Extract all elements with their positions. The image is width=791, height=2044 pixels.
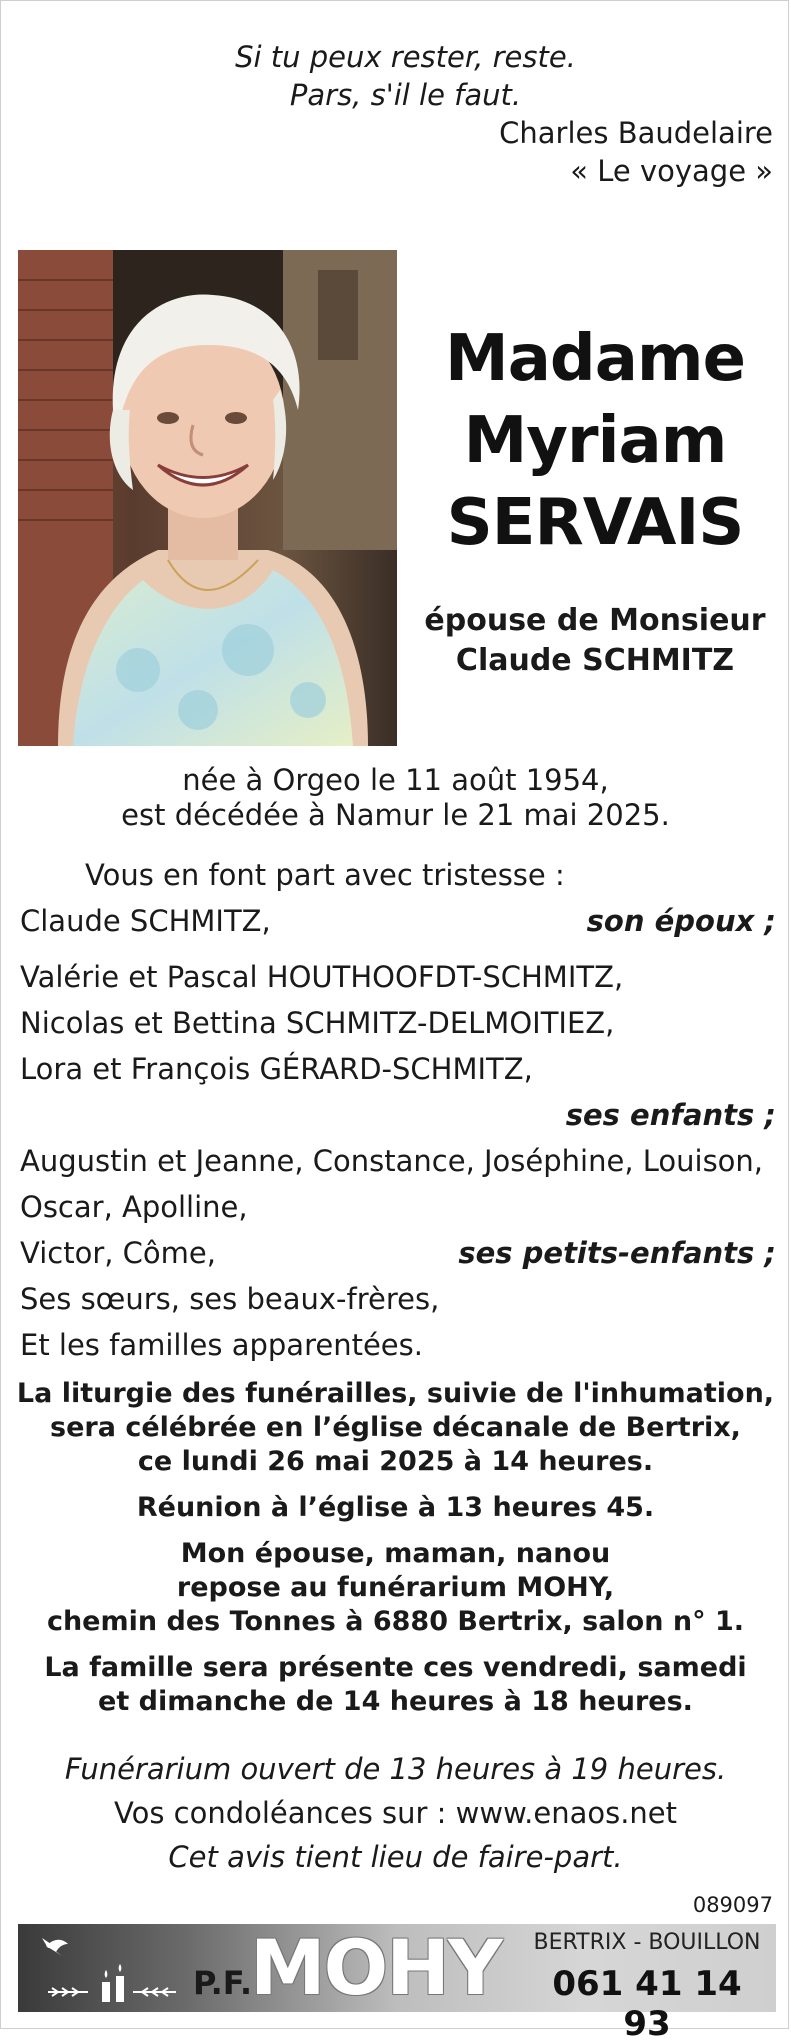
portrait-illustration (18, 250, 397, 746)
role-label: son époux ; (586, 904, 776, 938)
liturgy-line: sera célébrée en l’église décanale de Bertrix, (50, 1412, 741, 1443)
quote-line: Si tu peux rester, reste. (235, 40, 576, 74)
family-line: Et les familles apparentées. (20, 1328, 423, 1362)
spouse-name: Claude SCHMITZ (455, 643, 735, 678)
quote-line: Pars, s'il le faut. (289, 78, 522, 112)
death-line: est décédée à Namur le 21 mai 2025. (121, 798, 670, 832)
closing-notes (0, 1747, 791, 1879)
opening-hours: Funérarium ouvert de 13 heures à 19 heures. (64, 1752, 727, 1786)
name-title: Madame (445, 322, 745, 396)
role-label: ses enfants ; (565, 1098, 776, 1132)
role-label: ses petits-enfants ; (458, 1236, 776, 1270)
family-line: Nicolas et Bettina SCHMITZ-DELMOITIEZ, (20, 1006, 615, 1040)
meeting-line: Réunion à l’église à 13 heures 45. (136, 1492, 655, 1523)
rest-line: chemin des Tonnes à 6880 Bertrix, salon n° 1. (46, 1606, 745, 1637)
family-line: Valérie et Pascal HOUTHOOFDT-SCHMITZ, (20, 960, 624, 994)
reference-number: 089097 (692, 1893, 773, 1917)
family-line: Augustin et Jeanne, Constance, Joséphine, Louison, (20, 1144, 764, 1178)
deceased-name (415, 318, 775, 564)
liturgy-paragraph (0, 1377, 791, 1479)
family-line (20, 898, 776, 944)
family-list (20, 852, 776, 1368)
spouse-info (415, 601, 775, 681)
funeral-home-phone: 061 41 14 93 (552, 1964, 742, 2044)
family-line (20, 1230, 776, 1276)
birth-line: née à Orgeo le 11 août 1954, (182, 763, 609, 797)
rest-line: repose au funérarium MOHY, (176, 1572, 615, 1603)
family-line: Lora et François GÉRARD-SCHMITZ, (20, 1052, 533, 1086)
funeral-home-banner (18, 1923, 776, 2044)
epigraph (0, 38, 791, 190)
liturgy-line: La liturgie des funérailles, suivie de l'inhumation, (16, 1378, 775, 1409)
condolences-line: Vos condoléances sur : www.enaos.net (113, 1796, 678, 1830)
presence-line: La famille sera présente ces vendredi, samedi (44, 1652, 747, 1683)
spouse-line: épouse de Monsieur (424, 603, 766, 638)
rest-paragraph (0, 1537, 791, 1639)
husband-name: Claude SCHMITZ, (20, 904, 271, 938)
funeral-home-name: MOHY (250, 1923, 501, 2012)
pf-prefix: P.F. (193, 1964, 253, 2002)
ceremony-details (0, 1377, 791, 1731)
quote-work: « Le voyage » (570, 154, 773, 188)
presence-paragraph (0, 1651, 791, 1719)
presence-line: et dimanche de 14 heures à 18 heures. (98, 1686, 693, 1717)
life-dates (0, 763, 791, 833)
last-name: SERVAIS (446, 486, 744, 560)
funeral-home-locations: BERTRIX - BOUILLON (533, 1930, 761, 1955)
dove-candle-icon (18, 1924, 188, 2012)
family-line: Oscar, Apolline, (20, 1190, 248, 1224)
notice-line: Cet avis tient lieu de faire-part. (168, 1840, 623, 1874)
family-intro: Vous en font part avec tristesse : (85, 858, 565, 892)
grandchildren-names: Victor, Côme, (20, 1236, 216, 1270)
quote-author: Charles Baudelaire (499, 116, 773, 150)
family-line: Ses sœurs, ses beaux-frères, (20, 1282, 440, 1316)
rest-line: Mon épouse, maman, nanou (180, 1538, 611, 1569)
liturgy-line: ce lundi 26 mai 2025 à 14 heures. (137, 1446, 654, 1477)
first-name: Myriam (463, 404, 727, 478)
portrait-photo (18, 250, 397, 746)
